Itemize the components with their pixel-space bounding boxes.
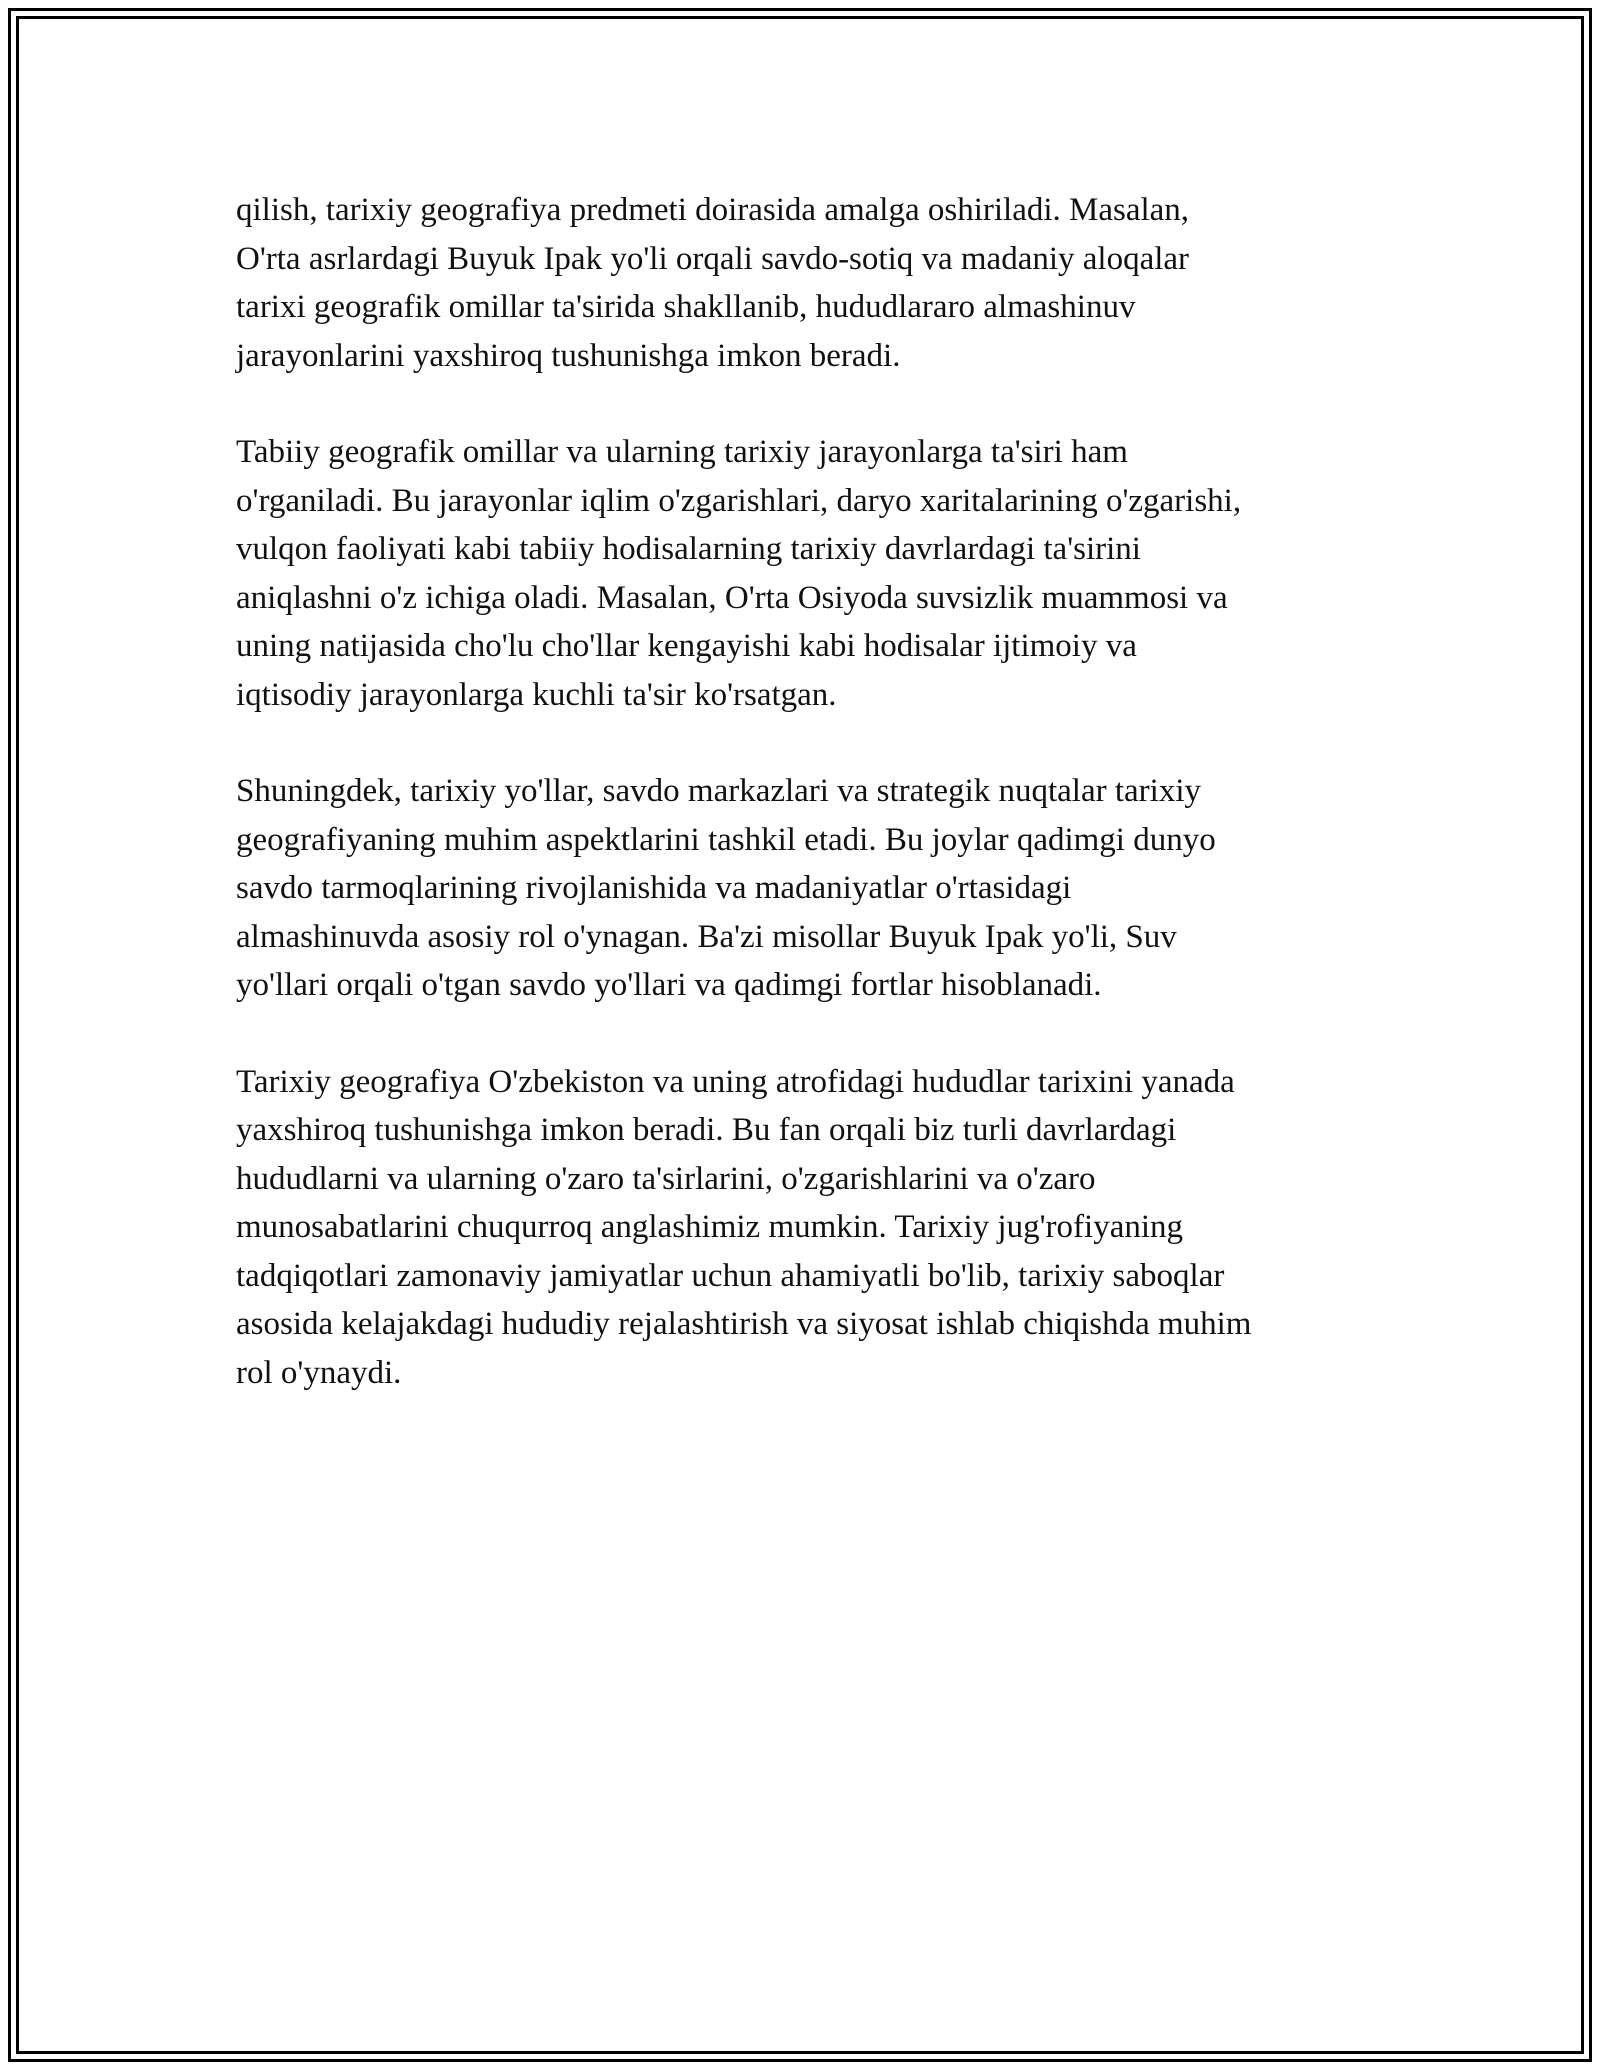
text-line: Shuningdek, tarixiy yo'llar, savdo markazlari va strategik nuqtalar tarixiy xyxy=(236,773,1202,809)
paragraph-1 xyxy=(236,186,1396,380)
paragraph-4 xyxy=(236,1058,1396,1398)
text-line: rol o'ynaydi. xyxy=(236,1354,402,1391)
text-line: yaxshiroq tushunishga imkon beradi. Bu fan orqali biz turli davrlardagi xyxy=(236,1112,1177,1148)
text-line: yo'llari orqali o'tgan savdo yo'llari va qadimgi fortlar hisoblanadi. xyxy=(236,967,1102,1003)
text-line: Tabiiy geografik omillar va ularning tarixiy jarayonlarga ta'siri ham xyxy=(236,434,1128,470)
text-line: almashinuvda asosiy rol o'ynagan. Ba'zi misollar Buyuk Ipak yo'li, Suv xyxy=(236,918,1177,955)
text-line: hududlarni va ularning o'zaro ta'sirlarini, o'zgarishlarini va o'zaro xyxy=(236,1160,1096,1197)
document-body xyxy=(236,186,1396,1445)
text-line: vulqon faoliyati kabi tabiiy hodisalarning tarixiy davrlardagi ta'sirini xyxy=(236,531,1141,567)
text-line: qilish, tarixiy geografiya predmeti doirasida amalga oshiriladi. Masalan, xyxy=(236,192,1190,228)
text-line: iqtisodiy jarayonlarga kuchli ta'sir ko'rsatgan. xyxy=(236,676,837,713)
text-line: tadqiqotlari zamonaviy jamiyatlar uchun ahamiyatli bo'lib, tarixiy saboqlar xyxy=(236,1257,1225,1294)
text-line: geografiyaning muhim aspektlarini tashkil etadi. Bu joylar qadimgi dunyo xyxy=(236,821,1216,858)
text-line: savdo tarmoqlarining rivojlanishida va madaniyatlar o'rtasidagi xyxy=(236,870,1072,906)
text-line: Tarixiy geografiya O'zbekiston va uning atrofidagi hududlar tarixini yanada xyxy=(236,1063,1235,1100)
paragraph-2 xyxy=(236,428,1396,719)
text-line: tarixi geografik omillar ta'sirida shakllanib, hududlararo almashinuv xyxy=(236,289,1136,325)
text-line: o'rganiladi. Bu jarayonlar iqlim o'zgarishlari, daryo xaritalarining o'zgarishi, xyxy=(236,482,1242,519)
text-line: aniqlashni o'z ichiga oladi. Masalan, O'rta Osiyoda suvsizlik muammosi va xyxy=(236,579,1228,616)
text-line: O'rta asrlardagi Buyuk Ipak yo'li orqali savdo-sotiq va madaniy aloqalar xyxy=(236,240,1190,277)
text-line: jarayonlarini yaxshiroq tushunishga imkon beradi. xyxy=(236,337,901,374)
text-line: munosabatlarini chuqurroq anglashimiz mumkin. Tarixiy jug'rofiyaning xyxy=(236,1209,1184,1245)
text-line: uning natijasida cho'lu cho'llar kengayishi kabi hodisalar ijtimoiy va xyxy=(236,628,1137,664)
paragraph-3 xyxy=(236,767,1396,1010)
text-line: asosida kelajakdagi hududiy rejalashtirish va siyosat ishlab chiqishda muhim xyxy=(236,1306,1252,1342)
